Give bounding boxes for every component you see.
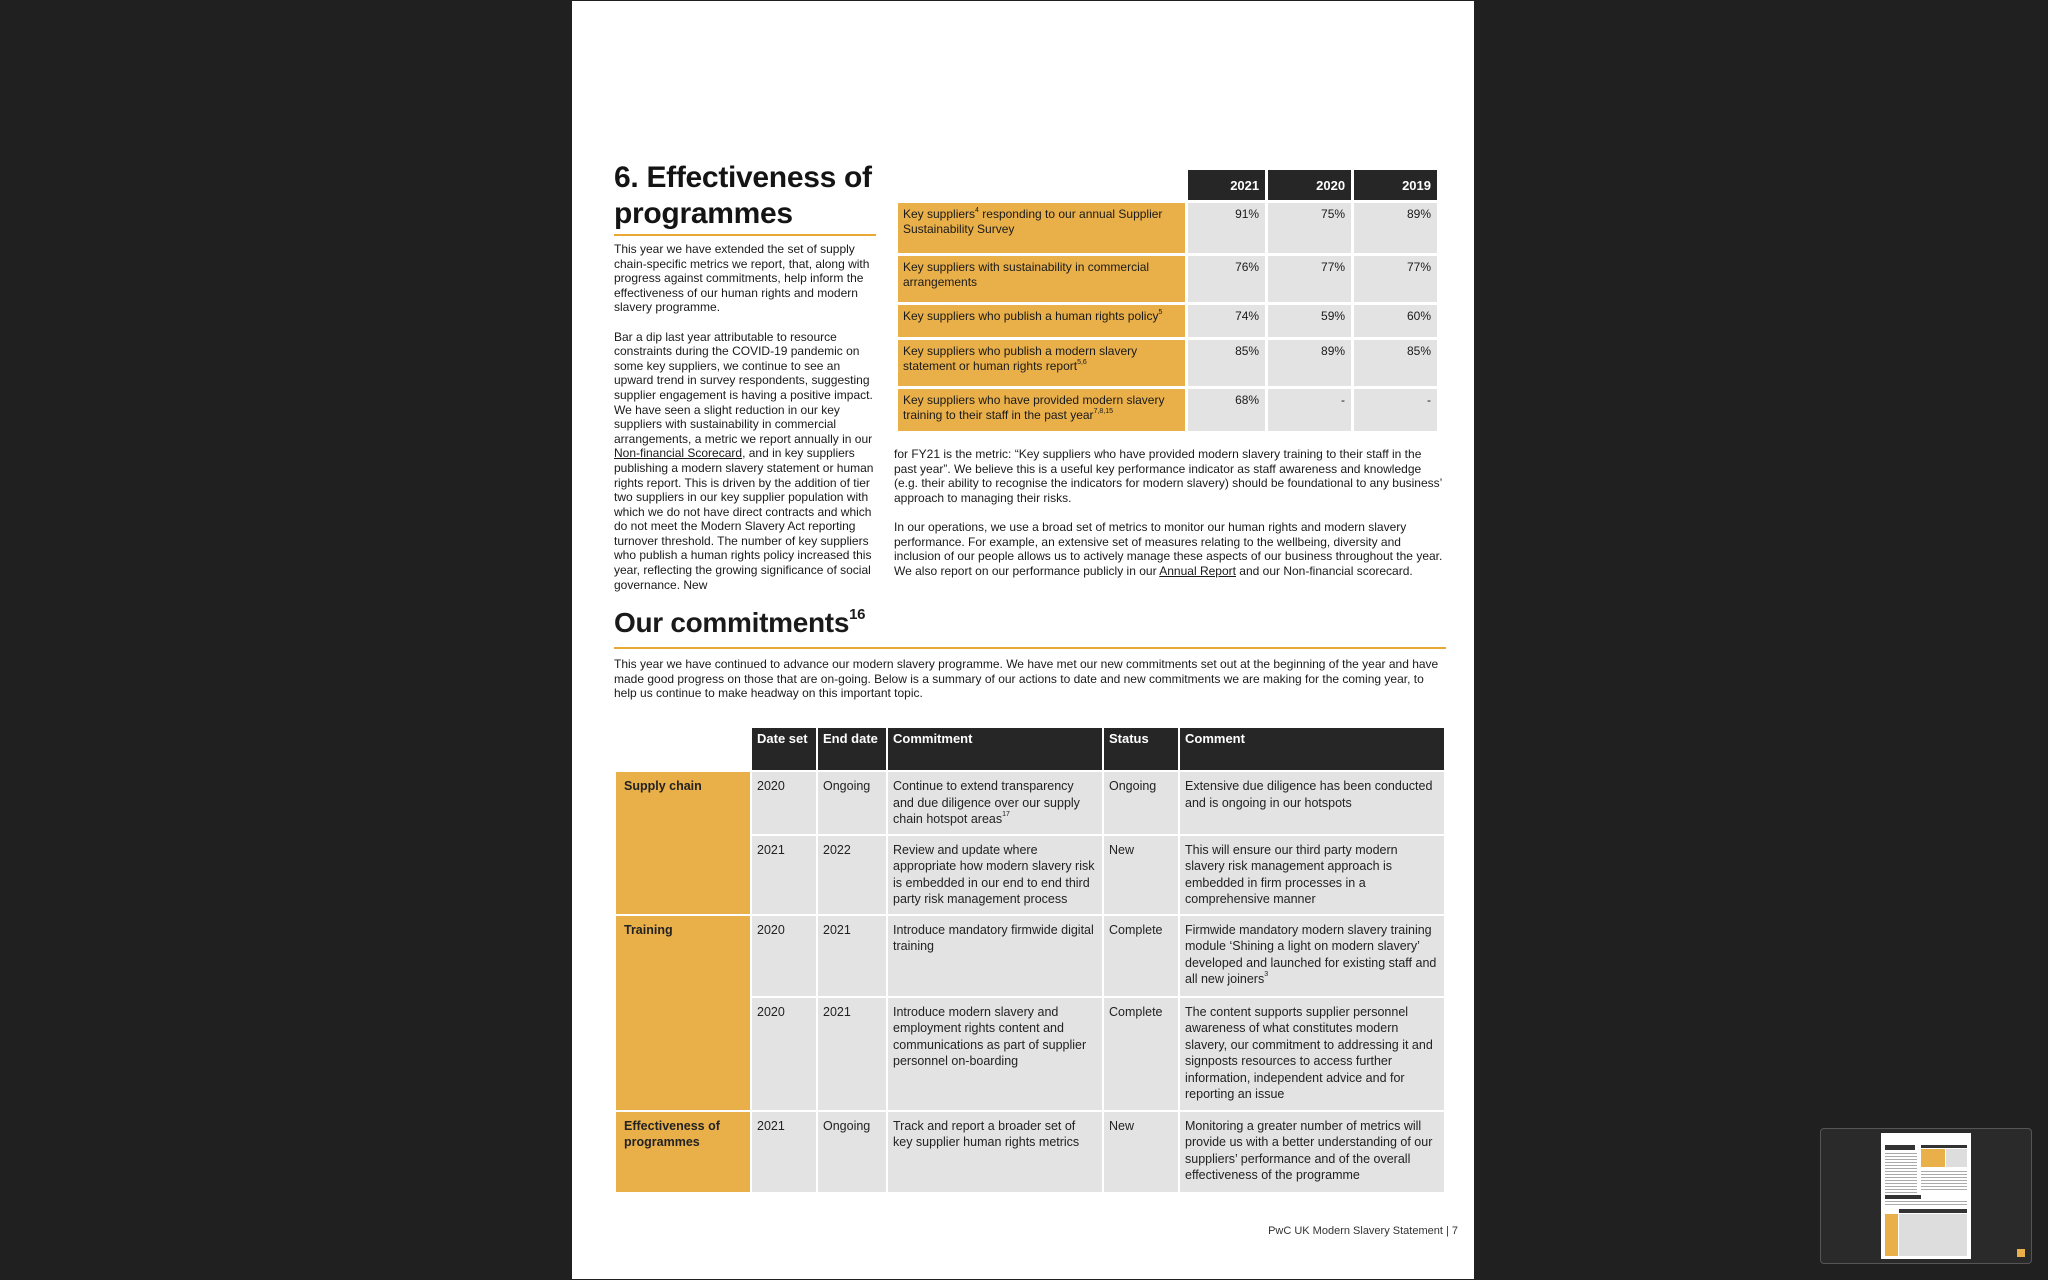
end-date-cell: 2022 (818, 836, 886, 914)
metric-label (898, 305, 1185, 337)
metrics-header-blank (898, 170, 1185, 200)
metrics-row (898, 305, 1437, 337)
metric-label-text: Key suppliers who publish a human rights policy (903, 309, 1159, 323)
commitment-cell (888, 916, 1102, 996)
thumb-title (1885, 1145, 1915, 1150)
metric-label-text-2: responding to our annual Supplier Sustainability Survey (903, 207, 1163, 236)
metrics-row (898, 203, 1437, 253)
right-paragraph-2-text: In our operations, we use a broad set of metrics to monitor our human rights and modern slavery performance. For example, an extensive set of measures relating to the wellbeing, diversity and inclusion of our people allows us to actively manage these aspects of our business throughout the year. We also report on our performance publicly in our (894, 519, 1443, 578)
commitment-text: Introduce modern slavery and employment rights content and communications as part of supplier personnel on-boarding (893, 1004, 1087, 1068)
metric-label (898, 340, 1185, 386)
metric-value: 60% (1354, 305, 1437, 337)
metric-value: 85% (1188, 340, 1265, 386)
commitment-cell (888, 1112, 1102, 1192)
thumb-table-labels (1921, 1149, 1945, 1167)
commitments-title-text: Our commitments (614, 607, 850, 638)
date-set-cell: 2020 (752, 998, 816, 1110)
commitments-header-row (616, 728, 1444, 770)
metric-value: 77% (1268, 256, 1351, 302)
header-status: Status (1104, 728, 1178, 770)
comment-text: Extensive due diligence has been conducted and is ongoing in our hotspots (1185, 779, 1433, 810)
metric-footnote: 5,6 (1077, 358, 1087, 366)
metric-value: 76% (1188, 256, 1265, 302)
commitments-title-footnote: 16 (849, 606, 866, 623)
metric-value: 89% (1354, 203, 1437, 253)
document-page (572, 1, 1474, 1279)
comment-text: This will ensure our third party modern slavery risk management approach is embedded in firm processes in a comprehensive manner (1185, 842, 1398, 906)
nonfinancial-scorecard-link[interactable]: Non-financial Scorecard (614, 446, 743, 461)
date-set-cell: 2020 (752, 772, 816, 834)
date-set-cell: 2021 (752, 1112, 816, 1192)
commitment-cell (888, 998, 1102, 1110)
metric-value: 91% (1188, 203, 1265, 253)
metrics-header-row (898, 170, 1437, 200)
metric-label-text: Key suppliers who publish a modern slavery statement or human rights report (903, 344, 1138, 373)
commitments-table (614, 726, 1446, 1194)
title-divider (614, 234, 876, 236)
metric-value: 68% (1188, 389, 1265, 431)
intro-column (614, 242, 876, 607)
intro-paragraph-1: This year we have extended the set of supply chain-specific metrics we report, that, along with progress against commitments, help inform the effectiveness of our human rights and modern slavery programme. (614, 242, 870, 315)
metric-value: 74% (1188, 305, 1265, 337)
thumbnail-page[interactable] (1881, 1133, 1971, 1259)
thumb-table-header (1921, 1145, 1967, 1148)
header-end-date: End date (818, 728, 886, 770)
metrics-year-header: 2021 (1188, 170, 1265, 200)
status-cell: New (1104, 836, 1178, 914)
metric-footnote: 5 (1158, 309, 1163, 316)
header-date-set: Date set (752, 728, 816, 770)
metric-footnote: 4 (975, 207, 979, 214)
intro-text-continued: , and in key suppliers publishing a modern slavery statement or human rights report. This is driven by the addition of tier two suppliers in our key supplier population with which we do not have direct contracts and which do not meet the Modern Slavery Act reporting turnover threshold. The number of key suppliers who publish a human rights policy increased this year, reflecting the growing significance of social governance. New (614, 446, 874, 592)
commitment-category: Supply chain (616, 772, 750, 914)
metrics-row (898, 256, 1437, 302)
comment-cell (1180, 836, 1444, 914)
thumb-table-values (1946, 1149, 1967, 1167)
commitment-text: Continue to extend transparency and due diligence over our supply chain hotspot areas (893, 779, 1080, 826)
page-thumbnail-navigator[interactable] (1820, 1128, 2032, 1264)
commitment-text: Introduce mandatory firmwide digital training (893, 922, 1094, 953)
commitment-row (616, 1112, 1444, 1192)
status-cell: Ongoing (1104, 772, 1178, 834)
commitments-intro: This year we have continued to advance our modern slavery programme. We have met our new commitments set out at the beginning of the year and have made good progress on those that are on-going. Below is a summary of our actions to date and new commitments we are making for the coming year, to help us continue to make headway on this important topic. (614, 657, 1439, 701)
header-commitment: Commitment (888, 728, 1102, 770)
metric-value: 85% (1354, 340, 1437, 386)
metric-label (898, 203, 1185, 253)
commitment-cell (888, 836, 1102, 914)
intro-paragraph-2 (614, 330, 876, 593)
metrics-year-header: 2020 (1268, 170, 1351, 200)
comment-cell (1180, 998, 1444, 1110)
metrics-body (898, 203, 1437, 431)
commitment-cell (888, 772, 1102, 834)
thumb-commit-intro (1885, 1201, 1967, 1207)
metric-value: 77% (1354, 256, 1437, 302)
comment-cell (1180, 772, 1444, 834)
metric-value: 89% (1268, 340, 1351, 386)
right-paragraph-2 (894, 520, 1444, 578)
metric-footnote: 7,8,15 (1093, 407, 1114, 415)
commitments-divider (614, 647, 1446, 649)
commitments-body (616, 772, 1444, 1192)
metric-label-text: Key suppliers who have provided modern slavery training to their staff in the past year (903, 393, 1165, 422)
comment-cell (1180, 916, 1444, 996)
header-comment: Comment (1180, 728, 1444, 770)
comment-text: The content supports supplier personnel awareness of what constitutes modern slavery, our commitment to addressing it and signposts resources to access further information, independent advice and for reporting an issue (1185, 1004, 1433, 1101)
status-cell: New (1104, 1112, 1178, 1192)
end-date-cell: 2021 (818, 998, 886, 1110)
metric-label-text: Key suppliers with sustainability in commercial arrangements (903, 260, 1150, 289)
metric-value: 75% (1268, 203, 1351, 253)
thumbnail-corner-icon (2017, 1249, 2025, 1257)
metrics-row (898, 389, 1437, 431)
commitment-row (616, 916, 1444, 996)
thumb-right-text (1921, 1171, 1967, 1191)
thumb-commit-cells (1899, 1214, 1967, 1256)
thumb-text (1885, 1153, 1917, 1193)
commitment-footnote: 17 (1002, 811, 1010, 818)
page-footer: PwC UK Modern Slavery Statement | 7 (1268, 1225, 1458, 1237)
metrics-row (898, 340, 1437, 386)
metric-value: - (1268, 389, 1351, 431)
metrics-year-header: 2019 (1354, 170, 1437, 200)
date-set-cell: 2020 (752, 916, 816, 996)
status-cell: Complete (1104, 916, 1178, 996)
status-cell: Complete (1104, 998, 1178, 1110)
end-date-cell: Ongoing (818, 772, 886, 834)
commitments-header-blank (616, 728, 750, 770)
intro-text: Bar a dip last year attributable to resource constraints during the COVID-19 pandemic on some key suppliers, we continue to see an upward trend in survey respondents, suggesting supplier engagement is having a positive impact. We have seen a slight reduction in our key suppliers with sustainability in commercial arrangements, a metric we report annually in our (614, 329, 873, 446)
right-paragraph-2-end: and our Non-financial scorecard. (1235, 563, 1413, 578)
thumb-commit-title (1885, 1195, 1921, 1199)
right-column (894, 447, 1444, 593)
end-date-cell: 2021 (818, 916, 886, 996)
metrics-table (895, 167, 1440, 434)
metric-value: 59% (1268, 305, 1351, 337)
end-date-cell: Ongoing (818, 1112, 886, 1192)
right-paragraph-1: for FY21 is the metric: “Key suppliers who have provided modern slavery training to their staff in the past year”. We believe this is a useful key performance indicator as staff awareness and knowledge (e.g. their ability to recognise the indicators for modern slavery) should be foundational to any business’ approach to managing their risks. (894, 447, 1442, 505)
section-title: 6. Effectiveness of programmes (614, 161, 872, 230)
comment-footnote: 3 (1264, 971, 1269, 978)
metric-label (898, 256, 1185, 302)
commitment-category: Effectiveness of programmes (616, 1112, 750, 1192)
metric-label-text: Key suppliers (903, 207, 976, 221)
annual-report-link[interactable]: Annual Report (1159, 563, 1236, 578)
commitment-row (616, 772, 1444, 834)
comment-cell (1180, 1112, 1444, 1192)
metric-label (898, 389, 1185, 431)
comment-text: Monitoring a greater number of metrics will provide us with a better understanding of our suppliers’ performance and of the overall effectiveness of the programme (1185, 1118, 1433, 1182)
commitment-text: Track and report a broader set of key supplier human rights metrics (893, 1118, 1080, 1149)
thumb-commit-categories (1885, 1214, 1898, 1256)
comment-text: Firmwide mandatory modern slavery training module ‘Shining a light on modern slavery’ developed and launched for existing staff and all new joiners (1185, 922, 1437, 986)
commitments-title (614, 607, 865, 639)
thumb-commit-header (1899, 1209, 1967, 1213)
commitment-category: Training (616, 916, 750, 1110)
date-set-cell: 2021 (752, 836, 816, 914)
commitment-text: Review and update where appropriate how modern slavery risk is embedded in our end to end third party risk management process (893, 842, 1095, 906)
metric-value: - (1354, 389, 1437, 431)
